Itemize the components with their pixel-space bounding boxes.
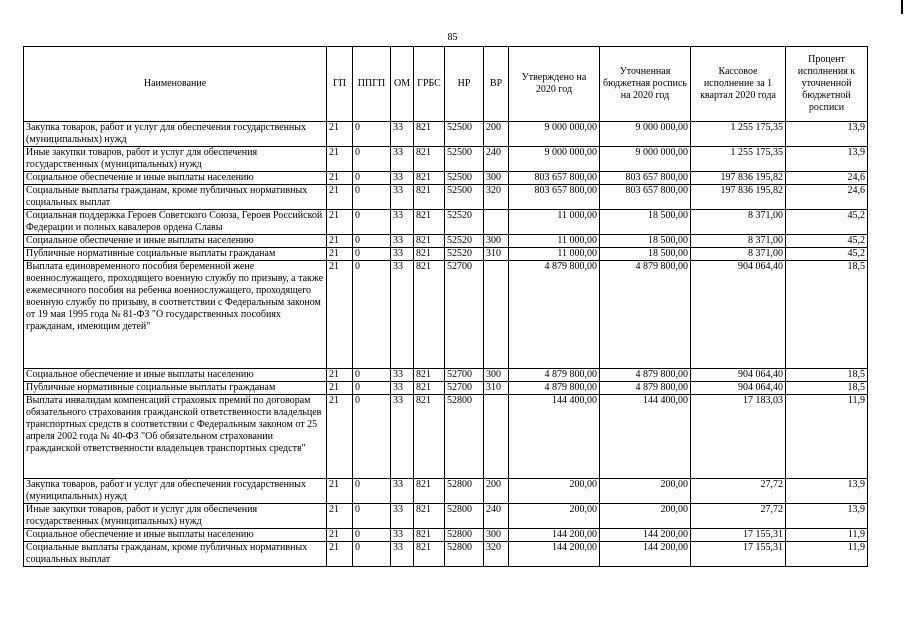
cell-approved: 11 000,00 [509,235,600,248]
cell-grbs: 821 [414,210,445,235]
cell-np: 52500 [445,172,484,185]
page-number: 85 [447,32,458,43]
cell-cash: 1 255 175,35 [691,122,786,147]
cell-refined: 4 879 800,00 [600,369,691,382]
table-row [24,248,868,261]
cell-om: 33 [391,235,414,248]
cell-approved: 4 879 800,00 [509,261,600,369]
cell-ppgp: 0 [353,479,391,504]
cell-percent: 18,5 [786,382,868,395]
cell-percent: 13,9 [786,122,868,147]
cell-gp: 21 [327,542,353,567]
cell-name: Социальные выплаты гражданам, кроме публичных нормативных социальных выплат [24,185,327,210]
cell-approved: 144 200,00 [509,542,600,567]
cell-vr: 320 [484,185,509,210]
table-row [24,479,868,504]
cell-cash: 904 064,40 [691,369,786,382]
cell-approved: 144 200,00 [509,529,600,542]
cell-name: Социальное обеспечение и иные выплаты населению [24,172,327,185]
cell-grbs: 821 [414,261,445,369]
header-approved: Утверждено на 2020 год [509,47,600,122]
cell-name: Публичные нормативные социальные выплаты гражданам [24,382,327,395]
cell-percent: 18,5 [786,261,868,369]
cell-ppgp: 0 [353,185,391,210]
cell-refined: 144 200,00 [600,542,691,567]
cell-np: 52500 [445,185,484,210]
cell-vr [484,210,509,235]
table-row [24,542,868,567]
cell-approved: 11 000,00 [509,210,600,235]
cell-np: 52800 [445,504,484,529]
cell-grbs: 821 [414,122,445,147]
cell-ppgp: 0 [353,210,391,235]
cell-approved: 9 000 000,00 [509,147,600,172]
cell-gp: 21 [327,382,353,395]
cell-name: Социальная поддержка Героев Советского Союза, Героев Российской Федерации и полных кавалеров ордена Славы [24,210,327,235]
cell-om: 33 [391,147,414,172]
cell-percent: 13,9 [786,147,868,172]
header-cash: Кассовое исполнение за 1 квартал 2020 года [691,47,786,122]
cell-approved: 803 657 800,00 [509,185,600,210]
cell-gp: 21 [327,122,353,147]
table-row [24,529,868,542]
cell-om: 33 [391,395,414,479]
cell-gp: 21 [327,504,353,529]
cell-name: Социальное обеспечение и иные выплаты населению [24,529,327,542]
header-om: ОМ [391,47,414,122]
cell-om: 33 [391,504,414,529]
cell-refined: 9 000 000,00 [600,122,691,147]
cell-approved: 200,00 [509,504,600,529]
cell-vr [484,261,509,369]
cell-name: Выплата инвалидам компенсаций страховых премий по договорам обязательного страхования гражданской ответственности владельцев транспортных средств в соответствии с Федеральным законом от 25 апреля 2002 года № 40-ФЗ "Об обязательном страховании гражданской ответственности владельцев транспортных средств" [24,395,327,479]
cell-approved: 11 000,00 [509,248,600,261]
cell-percent: 13,9 [786,504,868,529]
cell-vr: 240 [484,504,509,529]
cell-refined: 144 400,00 [600,395,691,479]
cell-ppgp: 0 [353,248,391,261]
cell-name: Закупка товаров, работ и услуг для обеспечения государственных (муниципальных) нужд [24,122,327,147]
cell-grbs: 821 [414,542,445,567]
cell-om: 33 [391,542,414,567]
cell-name: Социальное обеспечение и иные выплаты населению [24,235,327,248]
cell-name: Иные закупки товаров, работ и услуг для обеспечения государственных (муниципальных) нужд [24,147,327,172]
cell-gp: 21 [327,235,353,248]
header-np: НР [445,47,484,122]
cell-refined: 18 500,00 [600,210,691,235]
cell-grbs: 821 [414,185,445,210]
cell-grbs: 821 [414,479,445,504]
header-vr: ВР [484,47,509,122]
table-row [24,235,868,248]
cell-cash: 27,72 [691,479,786,504]
cell-grbs: 821 [414,172,445,185]
table-row [24,261,868,369]
cell-name: Социальное обеспечение и иные выплаты населению [24,369,327,382]
table-row [24,122,868,147]
cell-cash: 8 371,00 [691,248,786,261]
cell-approved: 4 879 800,00 [509,369,600,382]
table-row [24,395,868,479]
cell-vr: 320 [484,542,509,567]
cell-percent: 45,2 [786,210,868,235]
table-row [24,369,868,382]
cell-cash: 197 836 195,82 [691,172,786,185]
cell-np: 52700 [445,369,484,382]
cell-vr: 310 [484,382,509,395]
cell-grbs: 821 [414,529,445,542]
cell-vr: 300 [484,172,509,185]
cell-cash: 904 064,40 [691,261,786,369]
cell-grbs: 821 [414,369,445,382]
cell-refined: 9 000 000,00 [600,147,691,172]
cell-cash: 17 155,31 [691,529,786,542]
cell-gp: 21 [327,172,353,185]
cell-refined: 4 879 800,00 [600,382,691,395]
cell-ppgp: 0 [353,542,391,567]
budget-table [23,46,868,567]
cell-refined: 803 657 800,00 [600,172,691,185]
cell-grbs: 821 [414,382,445,395]
table-row [24,185,868,210]
cell-ppgp: 0 [353,369,391,382]
cell-ppgp: 0 [353,122,391,147]
cell-vr: 310 [484,248,509,261]
cell-gp: 21 [327,529,353,542]
cell-cash: 27,72 [691,504,786,529]
cell-grbs: 821 [414,235,445,248]
cell-ppgp: 0 [353,147,391,172]
cell-ppgp: 0 [353,235,391,248]
cell-om: 33 [391,248,414,261]
cell-om: 33 [391,210,414,235]
cell-percent: 11,9 [786,529,868,542]
table-body [24,122,868,567]
cell-om: 33 [391,122,414,147]
cell-cash: 1 255 175,35 [691,147,786,172]
table-row [24,382,868,395]
cell-om: 33 [391,369,414,382]
cell-gp: 21 [327,369,353,382]
cell-np: 52520 [445,248,484,261]
cell-om: 33 [391,529,414,542]
cell-percent: 45,2 [786,248,868,261]
cell-gp: 21 [327,395,353,479]
cell-approved: 803 657 800,00 [509,172,600,185]
cell-name: Закупка товаров, работ и услуг для обеспечения государственных (муниципальных) нужд [24,479,327,504]
cell-grbs: 821 [414,395,445,479]
cell-approved: 200,00 [509,479,600,504]
cell-gp: 21 [327,248,353,261]
header-ppgp: ППГП [353,47,391,122]
cell-ppgp: 0 [353,504,391,529]
cell-cash: 8 371,00 [691,210,786,235]
cell-np: 52520 [445,210,484,235]
cell-gp: 21 [327,210,353,235]
cell-np: 52800 [445,542,484,567]
cell-gp: 21 [327,261,353,369]
table-row [24,210,868,235]
cell-om: 33 [391,172,414,185]
cell-vr: 200 [484,479,509,504]
cell-gp: 21 [327,185,353,210]
cell-cash: 904 064,40 [691,382,786,395]
cell-name: Социальные выплаты гражданам, кроме публичных нормативных социальных выплат [24,542,327,567]
cell-percent: 13,9 [786,479,868,504]
cell-grbs: 821 [414,248,445,261]
table-row [24,504,868,529]
cell-refined: 18 500,00 [600,248,691,261]
cell-percent: 11,9 [786,395,868,479]
cell-vr: 300 [484,529,509,542]
cell-np: 52500 [445,122,484,147]
cell-name: Выплата единовременного пособия беременной жене военнослужащего, проходящего военную службу по призыву, а также ежемесячного пособия на ребенка военнослужащего, проходящего военную службу по призыву, в соответствии с Федеральным законом от 19 мая 1995 года № 81-ФЗ "О государственных пособиях гражданам, имеющим детей" [24,261,327,369]
cell-refined: 144 200,00 [600,529,691,542]
scan-edge-mark [901,0,903,14]
cell-ppgp: 0 [353,261,391,369]
cell-np: 52700 [445,382,484,395]
cell-percent: 18,5 [786,369,868,382]
cell-ppgp: 0 [353,529,391,542]
header-name: Наименование [24,47,327,122]
cell-ppgp: 0 [353,395,391,479]
cell-name: Публичные нормативные социальные выплаты гражданам [24,248,327,261]
table-row [24,147,868,172]
cell-np: 52800 [445,395,484,479]
cell-vr [484,395,509,479]
header-row [24,47,868,122]
header-percent: Процент исполнения к уточненной бюджетной росписи [786,47,868,122]
table-row [24,172,868,185]
cell-cash: 197 836 195,82 [691,185,786,210]
header-grbs: ГРБС [414,47,445,122]
cell-np: 52520 [445,235,484,248]
cell-vr: 200 [484,122,509,147]
cell-refined: 200,00 [600,479,691,504]
cell-om: 33 [391,185,414,210]
cell-ppgp: 0 [353,382,391,395]
cell-cash: 17 155,31 [691,542,786,567]
cell-refined: 4 879 800,00 [600,261,691,369]
cell-np: 52800 [445,529,484,542]
cell-approved: 9 000 000,00 [509,122,600,147]
header-gp: ГП [327,47,353,122]
cell-vr: 300 [484,235,509,248]
cell-cash: 8 371,00 [691,235,786,248]
header-refined: Уточненная бюджетная роспись на 2020 год [600,47,691,122]
cell-name: Иные закупки товаров, работ и услуг для обеспечения государственных (муниципальных) нужд [24,504,327,529]
cell-vr: 300 [484,369,509,382]
cell-grbs: 821 [414,147,445,172]
cell-refined: 18 500,00 [600,235,691,248]
cell-np: 52800 [445,479,484,504]
cell-om: 33 [391,382,414,395]
cell-gp: 21 [327,147,353,172]
cell-percent: 24,6 [786,172,868,185]
cell-percent: 24,6 [786,185,868,210]
cell-grbs: 821 [414,504,445,529]
cell-refined: 803 657 800,00 [600,185,691,210]
cell-vr: 240 [484,147,509,172]
cell-cash: 17 183,03 [691,395,786,479]
cell-approved: 144 400,00 [509,395,600,479]
cell-np: 52500 [445,147,484,172]
cell-gp: 21 [327,479,353,504]
cell-ppgp: 0 [353,172,391,185]
cell-refined: 200,00 [600,504,691,529]
cell-percent: 11,9 [786,542,868,567]
cell-np: 52700 [445,261,484,369]
cell-percent: 45,2 [786,235,868,248]
cell-approved: 4 879 800,00 [509,382,600,395]
cell-om: 33 [391,261,414,369]
cell-om: 33 [391,479,414,504]
